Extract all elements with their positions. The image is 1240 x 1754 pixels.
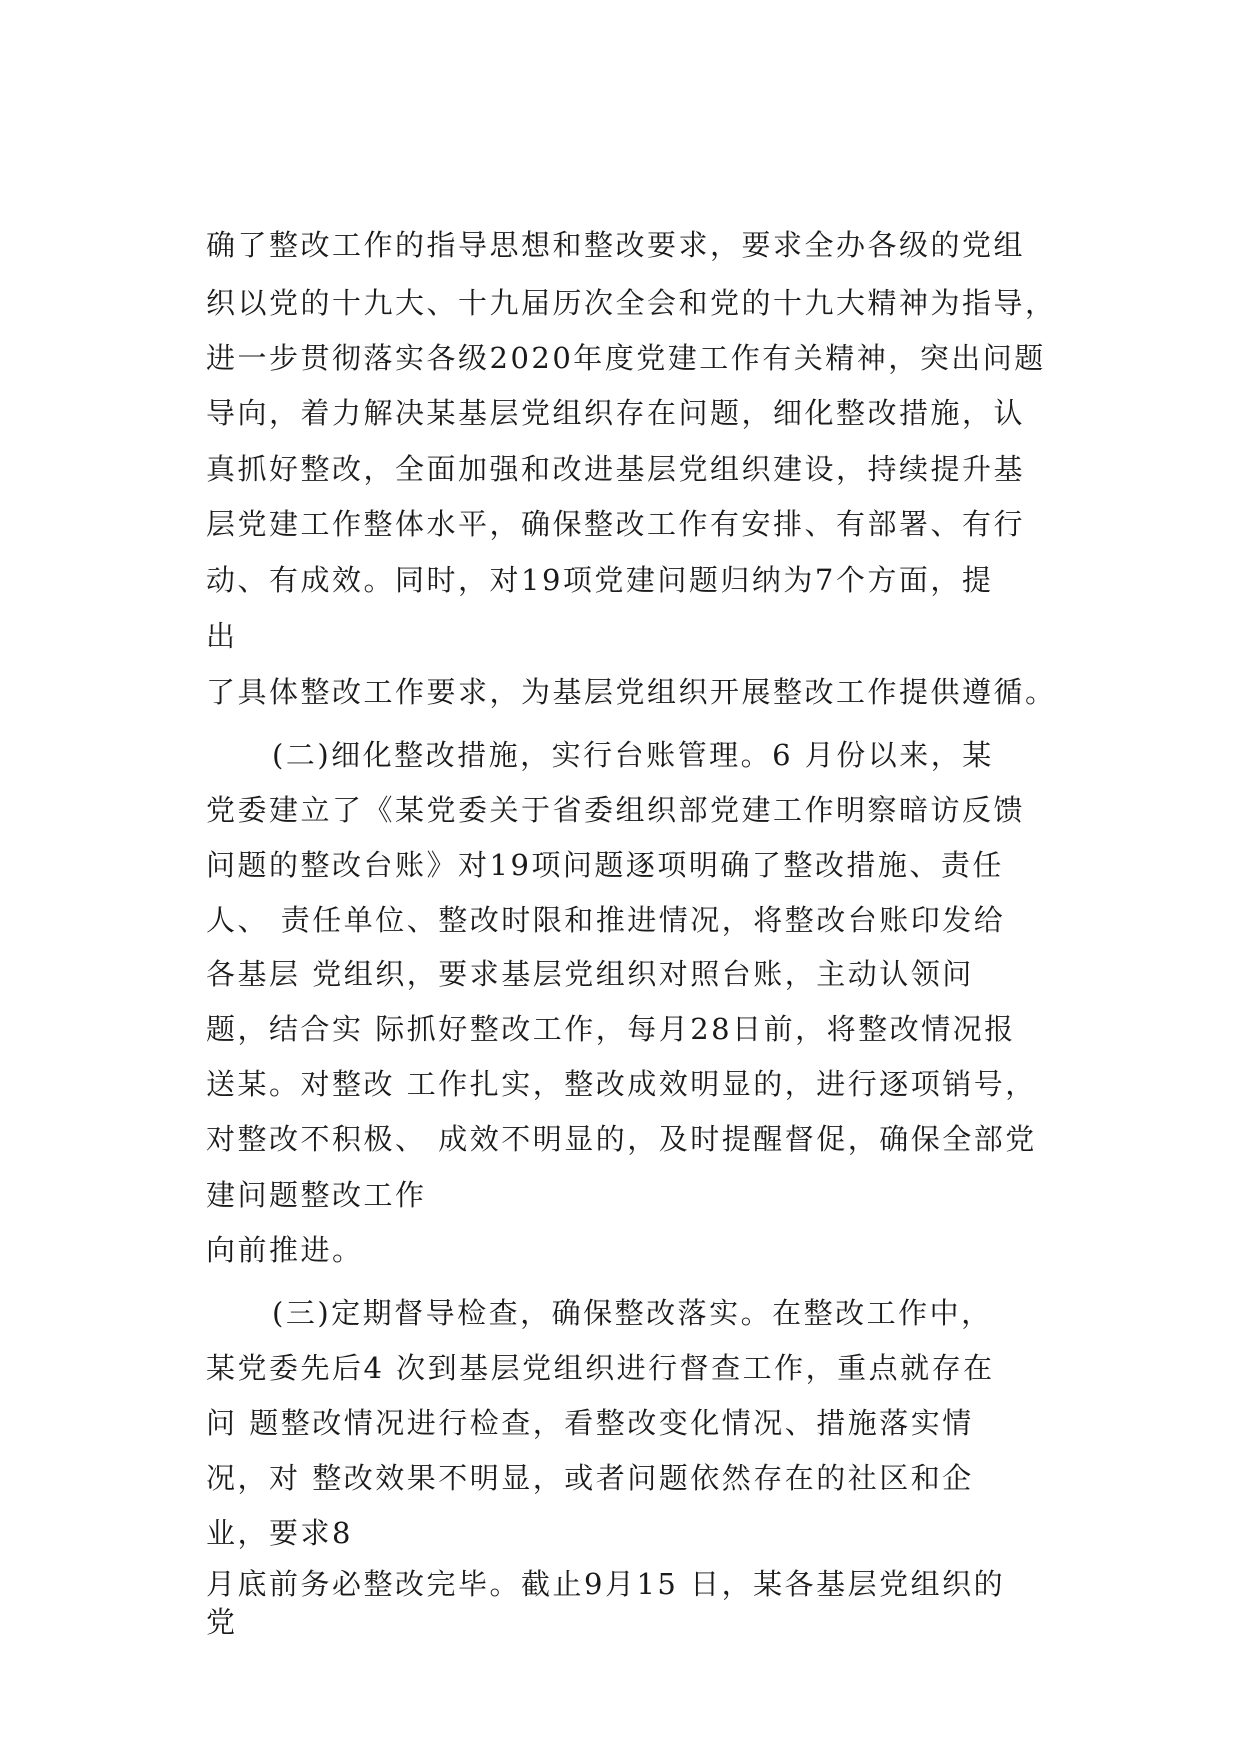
text-line: 各基层 党组织，要求基层党组织对照台账，主动认领问 — [206, 957, 974, 991]
text-line: 真抓好整改，全面加强和改进基层党组织建设，持续提升基 — [206, 452, 1026, 486]
text-line: 向前推进。 — [206, 1233, 364, 1267]
paragraph-heading-2: (二)细化整改措施，实行台账管理。6 月份以来，某 — [272, 738, 994, 772]
text-line: 送某。对整改 工作扎实，整改成效明显的，进行逐项销号， — [206, 1067, 1037, 1101]
text-line: 导向，着力解决某基层党组织存在问题，细化整改措施，认 — [206, 396, 1026, 430]
text-line: 出 — [206, 619, 238, 653]
text-line: 题，结合实 际抓好整改工作，每月28日前，将整改情况报 — [206, 1012, 1016, 1046]
text-line: 确了整改工作的指导思想和整改要求，要求全办各级的党组 — [206, 228, 1026, 262]
text-line: 某党委先后4 次到基层党组织进行督查工作，重点就存在 — [206, 1351, 995, 1385]
text-line: 月底前务必整改完毕。截止9月15 日，某各基层党组织的 — [206, 1567, 1006, 1601]
text-line: 织以党的十九大、十九届历次全会和党的十九大精神为指导， — [206, 286, 1057, 320]
text-line: 进一步贯彻落实各级2020年度党建工作有关精神，突出问题 — [206, 341, 1046, 375]
text-line: 层党建工作整体水平，确保整改工作有安排、有部署、有行 — [206, 507, 1026, 541]
text-line: 问 题整改情况进行检查，看整改变化情况、措施落实情 — [206, 1406, 974, 1440]
paragraph-heading-3: (三)定期督导检查，确保整改落实。在整改工作中， — [272, 1296, 993, 1330]
text-line: 党委建立了《某党委关于省委组织部党建工作明察暗访反馈 — [206, 793, 1026, 827]
text-line: 况，对 整改效果不明显，或者问题依然存在的社区和企 — [206, 1461, 974, 1495]
text-line: 建问题整改工作 — [206, 1178, 427, 1212]
text-line: 业，要求8 — [206, 1516, 353, 1550]
text-line: 问题的整改台账》对19项问题逐项明确了整改措施、责任 — [206, 848, 1004, 882]
text-line: 动、有成效。同时，对19项党建问题归纳为7个方面，提 — [206, 563, 994, 597]
text-line: 了具体整改工作要求，为基层党组织开展整改工作提供遵循。 — [206, 675, 1057, 709]
text-line: 党 — [206, 1605, 238, 1639]
text-line: 人、 责任单位、整改时限和推进情况，将整改台账印发给 — [206, 903, 1006, 937]
text-line: 对整改不积极、 成效不明显的，及时提醒督促，确保全部党 — [206, 1122, 1037, 1156]
